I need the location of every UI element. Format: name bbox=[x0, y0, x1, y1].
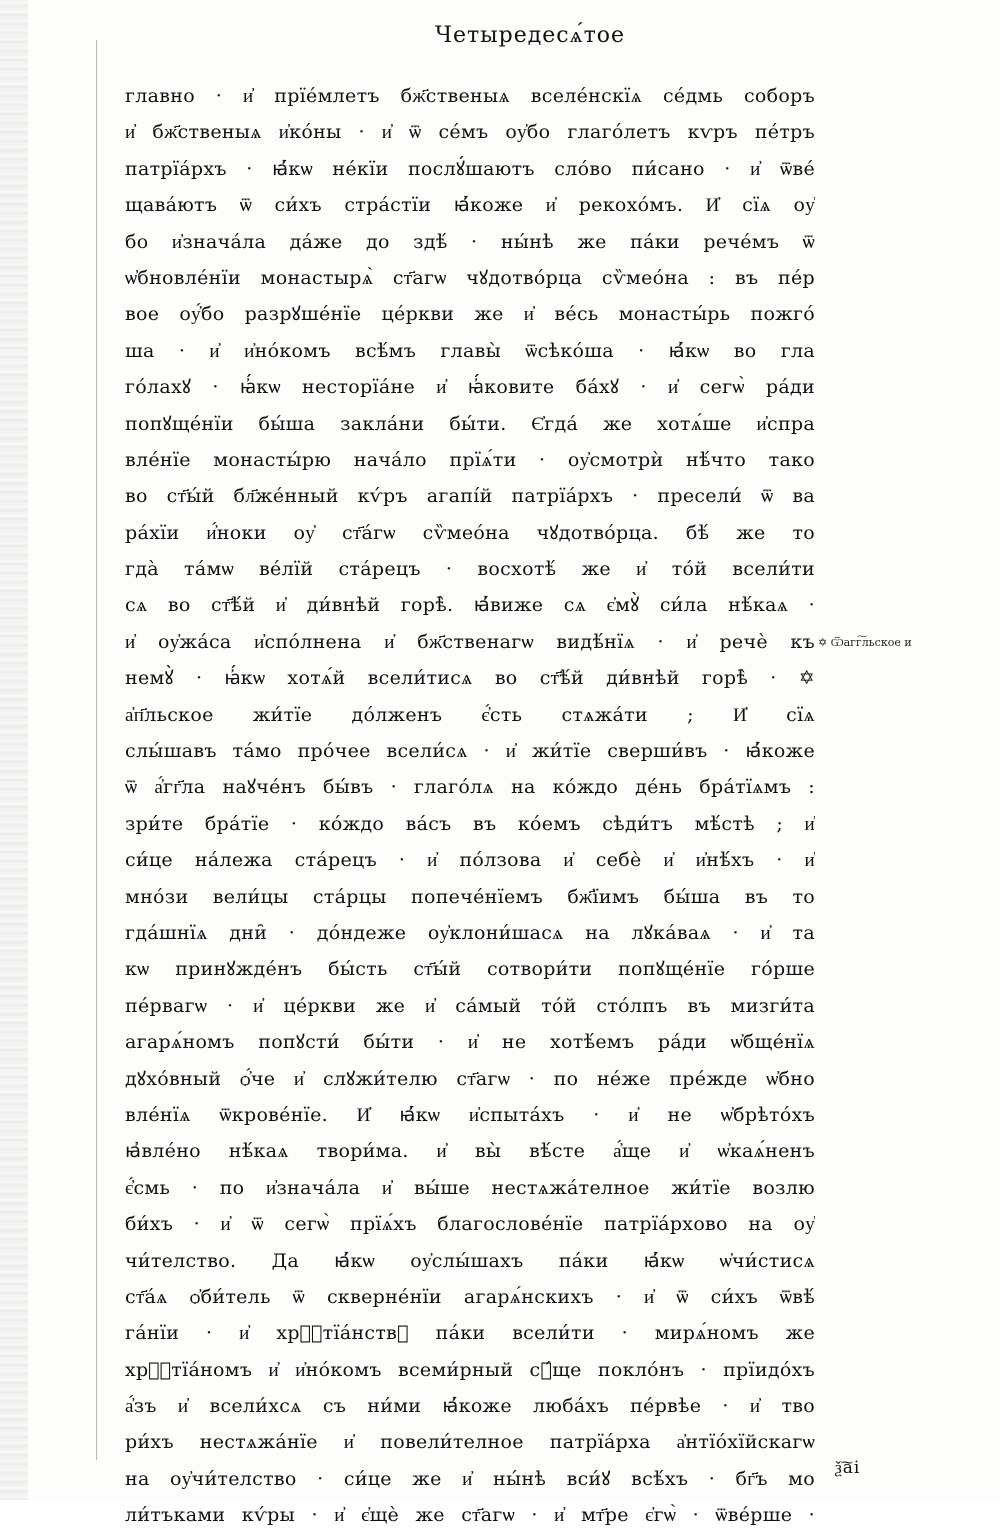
text-body bbox=[125, 78, 815, 1534]
text-line: и҆ оу҆жа́са и҆спо́лнена и҆ бж҃ственагѡ видѣ́нїѧ · и҆ речѐ къ bbox=[125, 630, 815, 653]
text-line: ꙗ҆вле́но нѣ́каѧ твори́ма. и҆ вы̀ вѣ́сте а҆́ще и҆ ѡ҆каѧ́ненъ bbox=[125, 1140, 815, 1163]
text-line: вле́нїе монасты́рю нача́ло прїѧ́ти · оу҆смотрѝ нѣ́что тако bbox=[125, 448, 815, 471]
scan-edge-shadow bbox=[0, 0, 28, 1500]
text-line: патрїа́рхъ · ꙗ҆́кѡ не́кїи послꙋ́шаютъ сло́во пи́сано · и҆ ѿве́ bbox=[125, 157, 815, 180]
text-line: мно́зи вели́цы ста́рцы попече́нїемъ бж҃їимъ бы́ша въ то bbox=[125, 885, 815, 908]
text-line: дꙋхо́вный ѻ҆́че и҆ слꙋжи́телю ст҃агѡ · по не́же пре́жде ѡ҆бно bbox=[125, 1067, 815, 1090]
signature-mark: ѯ͠аі bbox=[835, 1458, 861, 1478]
text-line: бо и҆знача́ла да́же до здѣ́ · ны́нѣ же па́ки рече́мъ ѿ bbox=[125, 230, 815, 253]
text-line: ша · и҆ и҆но́комъ всѣ́мъ главы̀ ѿсѣко́ша · ꙗ҆́кѡ во гла bbox=[125, 339, 815, 362]
text-line: би́хъ · и҆ ѿ сегѡ̀ прїѧ́хъ благослове́нїе патрїа́рхово на оу҆ bbox=[125, 1213, 815, 1236]
text-line: гда́шнїѧ дни̑ · до́ндеже оу҆клони́шасѧ на лꙋка́ваѧ · и҆ та bbox=[125, 921, 815, 944]
text-line: ли́тъками кѵ́ры · и҆ є҆щѐ же ст҃агѡ · и҆ мт҃ре є҆гѡ̀ · ѿве́рше · bbox=[125, 1504, 815, 1527]
text-line: немꙋ̀ · ꙗ҆́кѡ хотѧ́й всели́тисѧ во ст҃ѣ́й ди́внѣй горѣ̀ · ✡ bbox=[125, 667, 815, 690]
text-line: и҆ бж҃ственыѧ и҆ко́ны · и҆ ѿ се́мъ оу҆бо глаго́летъ кѵръ пе́тръ bbox=[125, 121, 815, 144]
text-line: сѧ во ст҃ѣ́й и҆ ди́внѣй горѣ̀. ꙗ҆́виже сѧ є҆мꙋ̀ си́ла нѣ́каѧ · bbox=[125, 594, 815, 617]
text-line: си́це на́лежа ста́рецъ · и҆ по́лзова и҆ себѐ и҆ и҆нѣ́хъ · и҆ bbox=[125, 849, 815, 872]
margin-rule bbox=[96, 40, 97, 1460]
text-line: вое оу҆́бо разрꙋше́нїе це́ркви же и҆ ве́сь монасты́рь пожго́ bbox=[125, 303, 815, 326]
text-line: во ст҃ы́й бл҃же́нный кѵ́ръ агапі́й патрїа́рхъ · пресели́ ѿ ва bbox=[125, 485, 815, 508]
text-line: ѿ а҆́гг҃ла наꙋче́нъ бы́въ · глаго́лѧ на ко́ждо де́нь бра́тїѧмъ : bbox=[125, 776, 815, 799]
text-line: а҆́зъ и҆ всели́хсѧ съ ни́ми ꙗ҆́коже люба́хъ пе́рвѣе · и҆ тво bbox=[125, 1395, 815, 1418]
text-line: є҆́смь · по и҆знача́ла и҆ вы́ше нестѧжа́телное жи́тїе возлю bbox=[125, 1176, 815, 1199]
text-line: зри́те бра́тїе · ко́ждо ва́съ въ ко́емъ сѣди́тъ мѣ́стѣ ; и҆ bbox=[125, 812, 815, 835]
text-line: го́лахꙋ · ꙗ҆́кѡ несторїа́не и҆ ꙗ҆́ковите ба́хꙋ · и҆ сегѡ̀ ра́ди bbox=[125, 376, 815, 399]
text-line: хрⷭ҇тїа́номъ и҆ и҆но́комъ всеми́рный сꙋ́ще покло́нъ · прїидо́хъ bbox=[125, 1358, 815, 1381]
text-line: га́нїи · и҆ хрⷭ҇тїа́нствꙋ па́ки всели́ти · мирѧ́номъ же bbox=[125, 1322, 815, 1345]
page-header bbox=[0, 22, 1000, 48]
text-line: главно · и҆ прїе́млетъ бж҃ственыѧ вселе́нскїѧ се́дмь соборъ bbox=[125, 85, 815, 107]
text-line: а҆п҃льское жи́тїе до́лженъ є҆́сть стѧжа́ти ; И҆ сїѧ bbox=[125, 703, 815, 726]
text-line: ра́хїи и҆́ноки оу҆ ст҃а́гѡ сѷмео́на чꙋдотво́рца. бѣ́ же то bbox=[125, 521, 815, 544]
text-line: чи́телство. Да ꙗ҆́кѡ оу҆слы́шахъ па́ки ꙗ҆́кѡ ѡ҆чи́стисѧ bbox=[125, 1249, 815, 1272]
text-line: ѡ҆бновле́нїи монастырѧ̀ ст҃агѡ чꙋдотво́рца сѷмео́на : въ пе́р bbox=[125, 266, 815, 289]
text-line: щава́ютъ ѿ си́хъ стра́стїи ꙗ҆́коже и҆ рекохо́мъ. И҆ сїѧ оу҆ bbox=[125, 194, 815, 217]
text-line: ст҃а́ѧ ѻ҆би́тель ѿ скверне́нїи агарѧ́нскихъ · и҆ ѿ си́хъ ѿвѣ́ bbox=[125, 1285, 815, 1308]
text-line: агарѧ́номъ попꙋсти́ бы́ти · и҆ не хотѣ́емъ ра́ди ѡ҆бще́нїѧ bbox=[125, 1031, 815, 1054]
margin-note: ✡ Ѿагг͠льское и bbox=[818, 636, 912, 649]
text-line: попꙋще́нїи бы́ша закла́ни бы́ти. Є҆гда́ же хотѧ́ше и҆спра bbox=[125, 412, 815, 435]
text-line: пе́рвагѡ · и҆ це́ркви же и҆ са́мый то́й сто́лпъ въ мизги́та bbox=[125, 994, 815, 1017]
text-line: кѡ принꙋжде́нъ бы́сть ст҃ы́й сотвори́ти попꙋще́нїе го́рше bbox=[125, 958, 815, 981]
text-line: на оу҆чи́телство · си́це же и҆ ны́нѣ вси́ꙋ всѣ́хъ · бг҃ъ мо bbox=[125, 1467, 815, 1490]
text-line: слы́шавъ та́мо про́чее всели́сѧ · и҆ жи́тїе сверши́въ · ꙗ҆́коже bbox=[125, 740, 815, 763]
text-line: вле́нїѧ ѿкрове́нїе. И҆ ꙗ҆́кѡ и҆спыта́хъ · и҆ не ѡ҆брѣто́хъ bbox=[125, 1103, 815, 1126]
header-title: Четыредесѧ́тое bbox=[434, 23, 626, 48]
text-line: ри́хъ нестѧжа́нїе и҆ повели́телное патрїа́рха а҆нтїо́хїйскагѡ bbox=[125, 1431, 815, 1454]
text-line: гда̀ та́мѡ ве́лїй ста́рецъ · восхотѣ́ же и҆ то́й всели́ти bbox=[125, 558, 815, 581]
